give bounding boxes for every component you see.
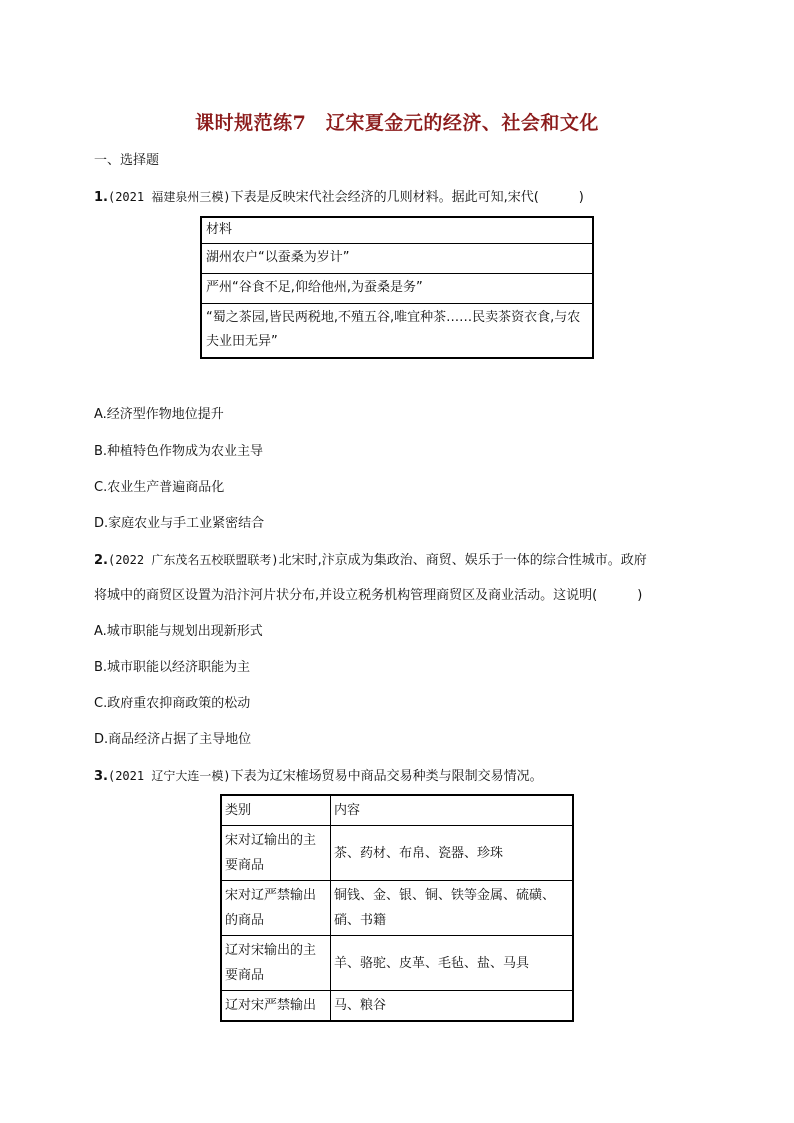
question-1-stem [94, 188, 584, 207]
table-row: 严州“谷食不足,仰给他州,为蚕桑是务” [201, 274, 593, 304]
question-1-table [200, 216, 594, 359]
question-1-number: 1. [94, 190, 108, 205]
question-3-stem [94, 767, 543, 786]
table-cell-category: 辽对宋输出的主要商品 [221, 936, 331, 991]
page-title: 课时规范练7 辽宋夏金元的经济、社会和文化 [195, 112, 599, 134]
question-1-source: (2021 福建泉州三模) [107, 190, 231, 204]
table-header: 材料 [201, 217, 593, 244]
question-2-close-paren: ) [637, 588, 643, 603]
question-1-text: 下表是反映宋代社会经济的几则材料。据此可知,宋代( [230, 190, 539, 205]
question-2-text-1: 北宋时,汴京成为集政治、商贸、娱乐于一体的综合性城市。政府 [278, 553, 647, 568]
question-2-option-d: D.商品经济占据了主导地位 [94, 732, 252, 747]
table-header-category: 类别 [221, 795, 331, 826]
question-2-text-2: 将城中的商贸区设置为沿汴河片状分布,并设立税务机构管理商贸区及商业活动。这说明( [94, 588, 598, 603]
question-2-option-b: B.城市职能以经济职能为主 [94, 660, 251, 675]
question-3-source: (2021 辽宁大连一模) [107, 769, 231, 783]
table-cell-category: 宋对辽严禁输出的商品 [221, 881, 331, 936]
question-1-close-paren: ) [578, 190, 584, 205]
table-cell-category: 辽对宋严禁输出 [221, 991, 331, 1022]
question-2-source: (2022 广东茂名五校联盟联考) [107, 553, 279, 567]
table-row: 湖州农户“以蚕桑为岁计” [201, 244, 593, 274]
question-1-option-b: B.种植特色作物成为农业主导 [94, 444, 264, 459]
question-1-option-d: D.家庭农业与手工业紧密结合 [94, 516, 265, 531]
question-2-option-c: C.政府重农抑商政策的松动 [94, 696, 251, 711]
question-1-option-a: A.经济型作物地位提升 [94, 407, 224, 422]
question-3-table [220, 794, 574, 1022]
table-cell-content: 马、粮谷 [331, 991, 574, 1022]
question-2-number: 2. [94, 553, 108, 568]
question-3-text: 下表为辽宋榷场贸易中商品交易种类与限制交易情况。 [230, 769, 543, 784]
section-heading: 一、选择题 [94, 153, 160, 168]
table-cell-category: 宋对辽输出的主要商品 [221, 826, 331, 881]
question-2-stem-line2 [94, 587, 642, 605]
question-2-stem-line1 [94, 551, 647, 570]
question-1-option-c: C.农业生产普遍商品化 [94, 480, 225, 495]
table-header-content: 内容 [331, 795, 574, 826]
table-cell-content: 茶、药材、布帛、瓷器、珍珠 [331, 826, 574, 881]
table-cell-content: 羊、骆驼、皮革、毛毡、盐、马具 [331, 936, 574, 991]
question-2-option-a: A.城市职能与规划出现新形式 [94, 624, 263, 639]
table-row: “蜀之茶园,皆民两税地,不殖五谷,唯宜种茶……民卖茶资衣食,与农夫业田无异” [201, 304, 593, 359]
question-3-number: 3. [94, 769, 108, 784]
table-cell-content: 铜钱、金、银、铜、铁等金属、硫磺、硝、书籍 [331, 881, 574, 936]
